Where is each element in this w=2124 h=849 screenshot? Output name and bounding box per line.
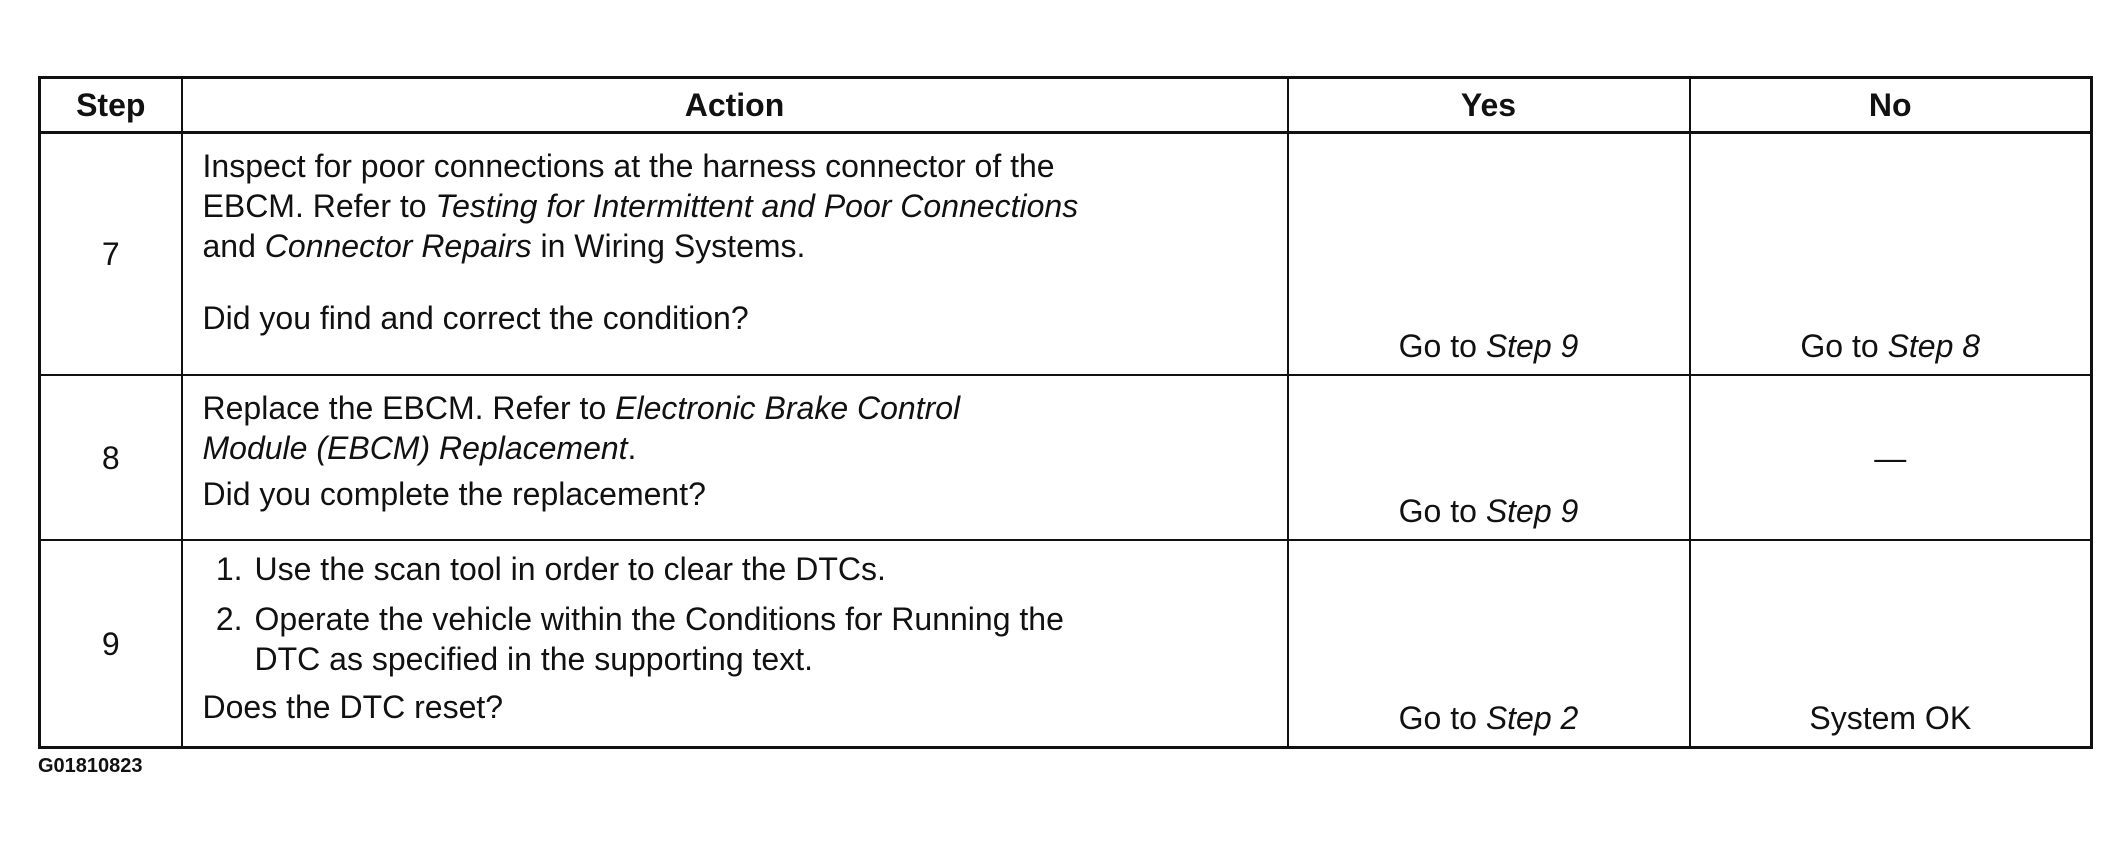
header-no: No (1690, 78, 2092, 133)
action-cell (182, 540, 1288, 748)
action-text-segment: . (627, 430, 637, 466)
table-row (40, 375, 2092, 540)
action-line: Inspect for poor connections at the harness connector of the (202, 148, 1055, 184)
header-yes: Yes (1288, 78, 1690, 133)
list-text: Use the scan tool in order to clear the DTCs. (254, 551, 886, 587)
list-number: 2. (215, 601, 243, 637)
action-cell (182, 375, 1288, 540)
action-text (203, 376, 1267, 468)
no-cell: — (1690, 375, 2092, 540)
action-question: Did you complete the replacement? (202, 476, 706, 512)
list-text (255, 599, 1064, 679)
yes-cell (1288, 540, 1690, 748)
yes-step-ref: Step 9 (1485, 493, 1579, 529)
action-text-segment: EBCM. Refer to (202, 188, 436, 224)
reference-link: Connector Repairs (264, 228, 532, 264)
yes-step-ref: Step 2 (1485, 700, 1579, 736)
reference-link: Electronic Brake Control (615, 390, 961, 426)
action-line (203, 428, 1267, 468)
action-line (203, 226, 1267, 266)
no-cell: System OK (1690, 540, 2092, 748)
yes-step-ref: Step 9 (1485, 328, 1579, 364)
list-number: 1. (215, 551, 243, 587)
yes-prefix: Go to (1398, 328, 1486, 364)
action-line (203, 186, 1267, 226)
list-text-line: Operate the vehicle within the Conditions for Running the (254, 601, 1064, 637)
header-action: Action (182, 78, 1288, 133)
action-text-segment: Replace the EBCM. Refer to (202, 390, 616, 426)
action-text-segment: in Wiring Systems. (531, 228, 806, 264)
list-item (183, 599, 1267, 679)
step-number: 8 (40, 375, 182, 540)
header-step: Step (40, 78, 182, 133)
table-row (40, 133, 2092, 376)
action-question: Did you find and correct the condition? (202, 300, 749, 336)
yes-prefix: Go to (1398, 700, 1486, 736)
table-row (40, 540, 2092, 748)
no-cell (1690, 133, 2092, 376)
action-question: Does the DTC reset? (202, 689, 504, 725)
reference-link: Testing for Intermittent and Poor Connections (435, 188, 1079, 224)
yes-cell (1288, 375, 1690, 540)
list-item (183, 549, 1267, 589)
no-step-ref: Step 8 (1887, 328, 1981, 364)
figure-id: G01810823 (38, 755, 143, 777)
action-cell (182, 133, 1288, 376)
no-prefix: Go to (1800, 328, 1888, 364)
step-number: 7 (40, 133, 182, 376)
yes-prefix: Go to (1398, 493, 1486, 529)
reference-link: Module (EBCM) Replacement (202, 430, 628, 466)
header-row (40, 78, 2092, 133)
step-number: 9 (40, 540, 182, 748)
action-text-segment: and (202, 228, 265, 264)
numbered-list (183, 541, 1267, 679)
list-text-line: DTC as specified in the supporting text. (254, 641, 813, 677)
action-text (203, 134, 1267, 266)
yes-cell (1288, 133, 1690, 376)
action-line (203, 388, 1267, 428)
diagnostic-table (38, 76, 2093, 749)
